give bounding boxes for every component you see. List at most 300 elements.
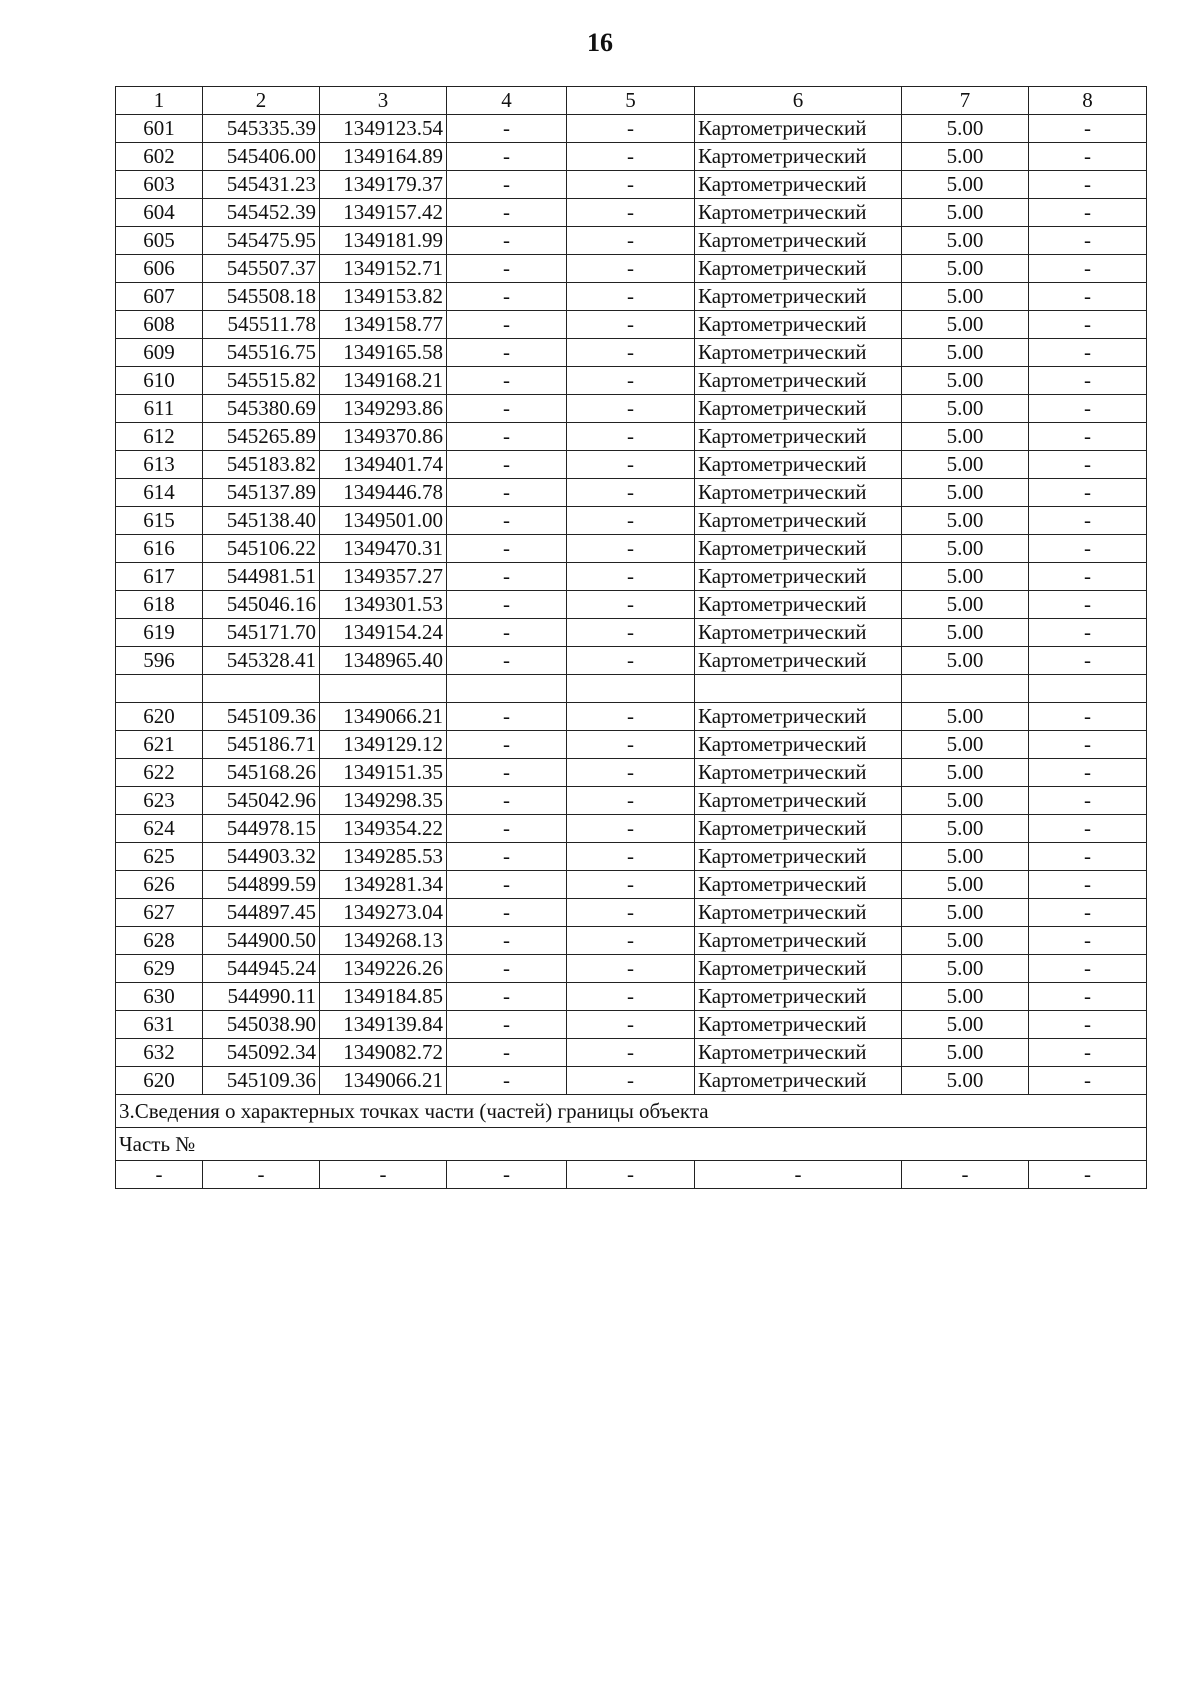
table-cell: - — [1029, 1067, 1147, 1095]
table-cell: - — [1029, 619, 1147, 647]
table-cell: - — [447, 227, 567, 255]
table-cell: - — [1029, 815, 1147, 843]
table-cell: - — [1029, 507, 1147, 535]
table-cell: 1349168.21 — [320, 367, 447, 395]
table-cell: 545516.75 — [203, 339, 320, 367]
table-cell: 626 — [116, 871, 203, 899]
part-label-cell: Часть № — [116, 1128, 1147, 1161]
table-cell: - — [447, 787, 567, 815]
table-cell: 545038.90 — [203, 1011, 320, 1039]
table-cell: Картометрический — [695, 731, 902, 759]
table-cell — [203, 675, 320, 703]
table-cell — [695, 675, 902, 703]
table-cell: 544945.24 — [203, 955, 320, 983]
table-cell: Картометрический — [695, 255, 902, 283]
table-cell: - — [447, 171, 567, 199]
coordinates-table — [115, 86, 1147, 1189]
table-cell: - — [567, 451, 695, 479]
table-cell: - — [1029, 171, 1147, 199]
part-label — [116, 1128, 1147, 1161]
table-cell: 545092.34 — [203, 1039, 320, 1067]
table-cell: 544899.59 — [203, 871, 320, 899]
table-row — [116, 367, 1147, 395]
table-cell: 5.00 — [902, 143, 1029, 171]
table-row — [116, 255, 1147, 283]
table-cell: 610 — [116, 367, 203, 395]
table-cell: 5.00 — [902, 619, 1029, 647]
table-cell: 545106.22 — [203, 535, 320, 563]
table-row — [116, 787, 1147, 815]
table-cell: 615 — [116, 507, 203, 535]
table-cell: Картометрический — [695, 703, 902, 731]
table-cell: 7 — [902, 87, 1029, 115]
table-cell: - — [567, 815, 695, 843]
table-row — [116, 983, 1147, 1011]
table-cell: 620 — [116, 703, 203, 731]
table-cell: 1349123.54 — [320, 115, 447, 143]
table-cell: 5.00 — [902, 927, 1029, 955]
table-cell — [902, 675, 1029, 703]
table-cell: - — [447, 255, 567, 283]
table-cell: 1349501.00 — [320, 507, 447, 535]
table-cell: - — [567, 759, 695, 787]
table-cell: 5.00 — [902, 899, 1029, 927]
table-cell: Картометрический — [695, 1011, 902, 1039]
table-cell: - — [567, 843, 695, 871]
table-cell: - — [567, 479, 695, 507]
table-cell — [116, 675, 203, 703]
table-cell: - — [567, 703, 695, 731]
table-cell: 4 — [447, 87, 567, 115]
table-cell: - — [447, 423, 567, 451]
page-number: 16 — [587, 28, 613, 57]
table-cell: 545380.69 — [203, 395, 320, 423]
table-row — [116, 591, 1147, 619]
table-cell: - — [567, 255, 695, 283]
table-cell: Картометрический — [695, 143, 902, 171]
table-cell: - — [447, 871, 567, 899]
table-cell: - — [567, 647, 695, 675]
table-cell: - — [567, 1039, 695, 1067]
table-cell: 545168.26 — [203, 759, 320, 787]
table-row — [116, 283, 1147, 311]
table-cell: 5.00 — [902, 171, 1029, 199]
table-cell: 1349165.58 — [320, 339, 447, 367]
table-cell: 1349401.74 — [320, 451, 447, 479]
table-cell: - — [1029, 1161, 1147, 1189]
table-cell: - — [1029, 563, 1147, 591]
table-row — [116, 871, 1147, 899]
table-cell: 5.00 — [902, 871, 1029, 899]
table-cell: 5.00 — [902, 507, 1029, 535]
table-row — [116, 479, 1147, 507]
table-cell: 1349066.21 — [320, 1067, 447, 1095]
table-cell: - — [567, 563, 695, 591]
table-cell: 545109.36 — [203, 1067, 320, 1095]
table-cell: 613 — [116, 451, 203, 479]
table-cell: - — [1029, 367, 1147, 395]
table-cell: 545507.37 — [203, 255, 320, 283]
table-cell: 1349153.82 — [320, 283, 447, 311]
table-cell: 545328.41 — [203, 647, 320, 675]
table-cell: - — [1029, 843, 1147, 871]
table-cell: - — [567, 955, 695, 983]
table-cell: 6 — [695, 87, 902, 115]
table-cell: - — [567, 1067, 695, 1095]
table-cell: - — [567, 927, 695, 955]
table-cell: 603 — [116, 171, 203, 199]
table-cell — [1029, 675, 1147, 703]
table-cell: - — [1029, 311, 1147, 339]
table-cell: 1349446.78 — [320, 479, 447, 507]
table-cell: 5.00 — [902, 283, 1029, 311]
table-cell: 621 — [116, 731, 203, 759]
table-cell: - — [447, 563, 567, 591]
table-cell: 1349066.21 — [320, 703, 447, 731]
table-cell: 8 — [1029, 87, 1147, 115]
table-cell: 628 — [116, 927, 203, 955]
table-cell: - — [447, 1039, 567, 1067]
table-row — [116, 815, 1147, 843]
table-cell: - — [447, 899, 567, 927]
table-cell: - — [447, 731, 567, 759]
table-cell: Картометрический — [695, 395, 902, 423]
table-cell: 5.00 — [902, 255, 1029, 283]
table-cell: - — [447, 395, 567, 423]
table-cell — [447, 675, 567, 703]
table-cell: 5.00 — [902, 423, 1029, 451]
table-cell: 1349157.42 — [320, 199, 447, 227]
table-cell: 544897.45 — [203, 899, 320, 927]
table-cell: 544900.50 — [203, 927, 320, 955]
table-cell: 619 — [116, 619, 203, 647]
table-cell: 5.00 — [902, 535, 1029, 563]
table-cell: - — [1029, 283, 1147, 311]
table-cell: - — [567, 619, 695, 647]
table-cell: 545406.00 — [203, 143, 320, 171]
table-row — [116, 1011, 1147, 1039]
table-cell: 1349298.35 — [320, 787, 447, 815]
table-cell: - — [567, 423, 695, 451]
table-cell: 596 — [116, 647, 203, 675]
table-cell: 5.00 — [902, 1039, 1029, 1067]
table-cell: 630 — [116, 983, 203, 1011]
table-cell: 616 — [116, 535, 203, 563]
table-cell: 5 — [567, 87, 695, 115]
table-cell: - — [1029, 927, 1147, 955]
table-cell: - — [447, 535, 567, 563]
table-row — [116, 927, 1147, 955]
table-cell: 618 — [116, 591, 203, 619]
table-cell: 545042.96 — [203, 787, 320, 815]
table-row — [116, 143, 1147, 171]
table-cell: - — [1029, 731, 1147, 759]
table-cell: 1349179.37 — [320, 171, 447, 199]
table-cell: 545265.89 — [203, 423, 320, 451]
table-cell: 606 — [116, 255, 203, 283]
table-cell: - — [567, 395, 695, 423]
table-row — [116, 199, 1147, 227]
table-cell: Картометрический — [695, 983, 902, 1011]
table-row — [116, 227, 1147, 255]
table-cell: 5.00 — [902, 395, 1029, 423]
table-cell: 1349281.34 — [320, 871, 447, 899]
table-cell: 545183.82 — [203, 451, 320, 479]
table-cell: 623 — [116, 787, 203, 815]
table-cell: - — [567, 311, 695, 339]
table-cell: - — [1029, 1011, 1147, 1039]
table-cell: - — [1029, 199, 1147, 227]
table-cell: Картометрический — [695, 283, 902, 311]
table-row — [116, 955, 1147, 983]
table-cell: Картометрический — [695, 479, 902, 507]
table-row — [116, 507, 1147, 535]
table-cell: - — [1029, 591, 1147, 619]
table-cell: 1349129.12 — [320, 731, 447, 759]
table-cell: Картометрический — [695, 927, 902, 955]
table-cell: 545511.78 — [203, 311, 320, 339]
table-cell: - — [203, 1161, 320, 1189]
table-cell: 602 — [116, 143, 203, 171]
table-cell: Картометрический — [695, 1039, 902, 1067]
table-cell: Картометрический — [695, 339, 902, 367]
table-cell: 1349154.24 — [320, 619, 447, 647]
table-cell: 544978.15 — [203, 815, 320, 843]
table-row — [116, 647, 1147, 675]
table-cell: - — [567, 115, 695, 143]
table-cell: 5.00 — [902, 227, 1029, 255]
table-cell: 1349151.35 — [320, 759, 447, 787]
table-row — [116, 311, 1147, 339]
table-cell: 545109.36 — [203, 703, 320, 731]
table-cell: - — [567, 143, 695, 171]
table-cell: - — [567, 227, 695, 255]
table-cell: 5.00 — [902, 1067, 1029, 1095]
table-row — [116, 535, 1147, 563]
table-cell: 1349470.31 — [320, 535, 447, 563]
table-cell: - — [447, 311, 567, 339]
table-cell: - — [320, 1161, 447, 1189]
table-row — [116, 899, 1147, 927]
table-cell: Картометрический — [695, 759, 902, 787]
table-cell: 545186.71 — [203, 731, 320, 759]
table-cell: 5.00 — [902, 759, 1029, 787]
table-cell: 3 — [320, 87, 447, 115]
table-cell: Картометрический — [695, 367, 902, 395]
table-cell: 5.00 — [902, 115, 1029, 143]
table-cell: 1349293.86 — [320, 395, 447, 423]
table-cell: - — [567, 1011, 695, 1039]
table-cell: - — [1029, 423, 1147, 451]
table-cell: - — [447, 115, 567, 143]
table-cell: Картометрический — [695, 115, 902, 143]
table-cell: - — [447, 1067, 567, 1095]
table-cell: 614 — [116, 479, 203, 507]
table-cell: Картометрический — [695, 507, 902, 535]
table-row — [116, 563, 1147, 591]
table-cell: - — [447, 283, 567, 311]
table-cell: 1349357.27 — [320, 563, 447, 591]
table-cell: - — [567, 283, 695, 311]
table-cell: - — [447, 955, 567, 983]
table-cell: - — [447, 759, 567, 787]
table-cell: 5.00 — [902, 647, 1029, 675]
table-cell: 2 — [203, 87, 320, 115]
table-cell: 5.00 — [902, 451, 1029, 479]
table-cell: 611 — [116, 395, 203, 423]
table-cell: 622 — [116, 759, 203, 787]
empty-separator-row — [116, 675, 1147, 703]
table-cell: 612 — [116, 423, 203, 451]
table-cell: 605 — [116, 227, 203, 255]
table-cell: Картометрический — [695, 619, 902, 647]
table-cell: 1349158.77 — [320, 311, 447, 339]
table-cell: 545138.40 — [203, 507, 320, 535]
table-cell: 545137.89 — [203, 479, 320, 507]
table-cell: 1349273.04 — [320, 899, 447, 927]
table-cell: Картометрический — [695, 647, 902, 675]
table-cell: - — [567, 1161, 695, 1189]
table-cell: - — [1029, 759, 1147, 787]
table-cell: - — [447, 479, 567, 507]
table-cell: Картометрический — [695, 955, 902, 983]
table-cell: - — [567, 731, 695, 759]
table-cell: Картометрический — [695, 199, 902, 227]
table-cell: Картометрический — [695, 787, 902, 815]
section-title — [116, 1095, 1147, 1128]
table-cell: 5.00 — [902, 731, 1029, 759]
table-cell: 1349354.22 — [320, 815, 447, 843]
table-cell: 632 — [116, 1039, 203, 1067]
table-cell: 5.00 — [902, 591, 1029, 619]
table-cell: - — [447, 507, 567, 535]
table-row — [116, 703, 1147, 731]
table-cell: - — [447, 591, 567, 619]
table-cell: - — [1029, 115, 1147, 143]
table-cell: 604 — [116, 199, 203, 227]
table-cell: - — [567, 983, 695, 1011]
table-cell: 545508.18 — [203, 283, 320, 311]
table-cell — [567, 675, 695, 703]
table-cell: 1349226.26 — [320, 955, 447, 983]
table-cell: - — [567, 367, 695, 395]
table-cell: Картометрический — [695, 311, 902, 339]
section-title-cell: 3.Сведения о характерных точках части (частей) границы объекта — [116, 1095, 1147, 1128]
table-cell: 631 — [116, 1011, 203, 1039]
table-cell: Картометрический — [695, 871, 902, 899]
table-cell: Картометрический — [695, 423, 902, 451]
table-cell: - — [447, 143, 567, 171]
table-cell: - — [447, 647, 567, 675]
table-cell: 5.00 — [902, 843, 1029, 871]
table-cell: - — [567, 199, 695, 227]
table-cell: Картометрический — [695, 451, 902, 479]
table-cell: 629 — [116, 955, 203, 983]
table-cell: Картометрический — [695, 591, 902, 619]
table-cell: 1349301.53 — [320, 591, 447, 619]
table-cell — [320, 675, 447, 703]
table-cell: - — [116, 1161, 203, 1189]
table-cell: 1349139.84 — [320, 1011, 447, 1039]
table-cell: - — [567, 535, 695, 563]
table-cell: 1349164.89 — [320, 143, 447, 171]
table-row — [116, 619, 1147, 647]
table-cell: Картометрический — [695, 843, 902, 871]
table-cell: 5.00 — [902, 339, 1029, 367]
table-cell: 627 — [116, 899, 203, 927]
table-cell: 545475.95 — [203, 227, 320, 255]
table-cell: 608 — [116, 311, 203, 339]
table-cell: Картометрический — [695, 171, 902, 199]
table-cell: 545046.16 — [203, 591, 320, 619]
table-cell: - — [567, 591, 695, 619]
table-header-row — [116, 87, 1147, 115]
table-cell: 5.00 — [902, 983, 1029, 1011]
table-cell: 5.00 — [902, 787, 1029, 815]
table-cell: 545171.70 — [203, 619, 320, 647]
table-cell: - — [1029, 703, 1147, 731]
table-cell: - — [567, 171, 695, 199]
table-cell: - — [447, 1011, 567, 1039]
table-row — [116, 1161, 1147, 1189]
table-cell: - — [1029, 395, 1147, 423]
table-cell: 5.00 — [902, 703, 1029, 731]
table-cell: - — [567, 339, 695, 367]
table-cell: Картометрический — [695, 1067, 902, 1095]
table-cell: - — [447, 339, 567, 367]
table-cell: 5.00 — [902, 955, 1029, 983]
table-cell: - — [567, 787, 695, 815]
table-cell: 5.00 — [902, 815, 1029, 843]
table-cell: - — [1029, 227, 1147, 255]
table-cell: 545335.39 — [203, 115, 320, 143]
table-cell: 609 — [116, 339, 203, 367]
table-cell: 1348965.40 — [320, 647, 447, 675]
table-cell: 601 — [116, 115, 203, 143]
table-cell: 5.00 — [902, 563, 1029, 591]
table-cell: 1349268.13 — [320, 927, 447, 955]
table-cell: 5.00 — [902, 311, 1029, 339]
table-cell: Картометрический — [695, 899, 902, 927]
table-cell: - — [567, 507, 695, 535]
table-cell: - — [1029, 871, 1147, 899]
table-cell: - — [1029, 983, 1147, 1011]
table-cell: - — [1029, 787, 1147, 815]
table-cell: 617 — [116, 563, 203, 591]
table-cell: - — [1029, 899, 1147, 927]
table-cell: - — [1029, 451, 1147, 479]
table-cell: 5.00 — [902, 199, 1029, 227]
table-cell: 1 — [116, 87, 203, 115]
table-cell: 624 — [116, 815, 203, 843]
table-cell: - — [1029, 647, 1147, 675]
table-cell: - — [447, 1161, 567, 1189]
table-cell: Картометрический — [695, 815, 902, 843]
table-cell: 5.00 — [902, 479, 1029, 507]
table-cell: 544990.11 — [203, 983, 320, 1011]
table-cell: - — [1029, 339, 1147, 367]
table-row — [116, 731, 1147, 759]
table-cell: - — [1029, 1039, 1147, 1067]
table-row — [116, 395, 1147, 423]
table-cell: - — [1029, 535, 1147, 563]
table-cell: - — [447, 927, 567, 955]
table-row — [116, 1067, 1147, 1095]
table-row — [116, 423, 1147, 451]
table-cell: 1349181.99 — [320, 227, 447, 255]
table-cell: 545431.23 — [203, 171, 320, 199]
table-cell: - — [447, 367, 567, 395]
